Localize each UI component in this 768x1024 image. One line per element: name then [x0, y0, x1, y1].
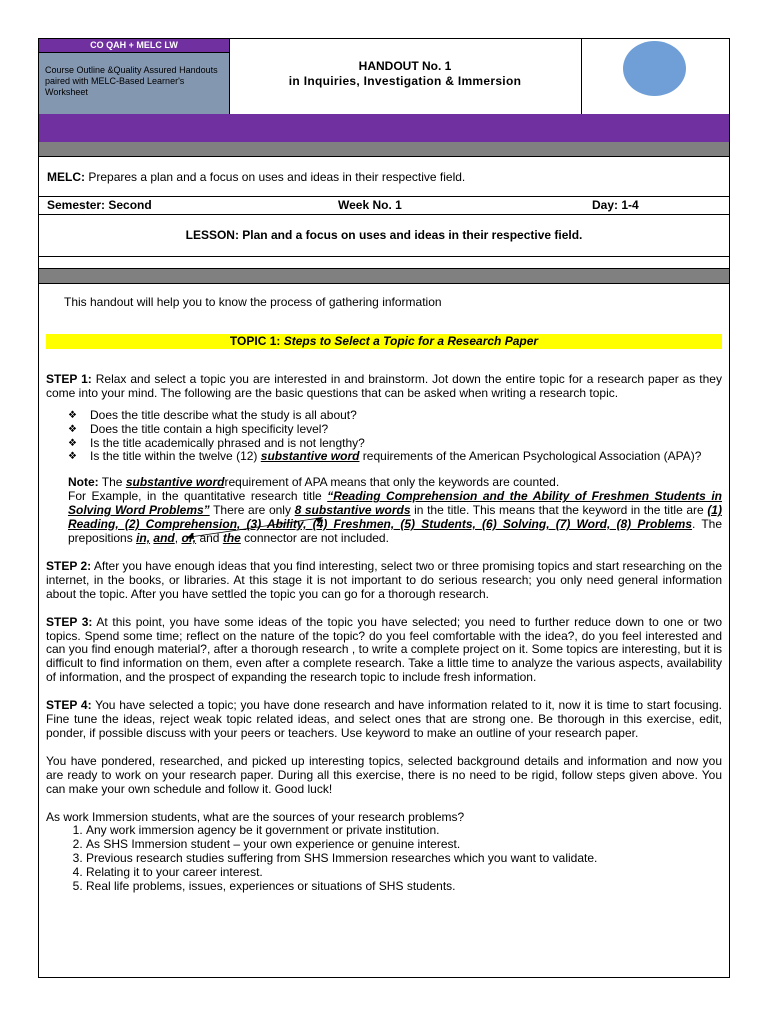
header-left-cell: [39, 39, 230, 114]
note-substantive-word: substantive word: [125, 475, 225, 490]
list-item: ❖ Does the title contain a high specificity level?: [68, 423, 722, 437]
handout-page: [38, 38, 730, 978]
handout-body: [46, 284, 722, 894]
course-tag: CO QAH + MELC LW: [39, 39, 229, 53]
semester-row: [39, 197, 729, 215]
note-text: connector are not included.: [244, 530, 389, 545]
note-text: For Example, in the quantitative research title: [68, 489, 322, 504]
example-title: “Reading Comprehension and the Ability of Freshmen Students in Solving Word Problems”: [68, 489, 722, 518]
handout-subject: in Inquiries, Investigation & Immersion: [288, 74, 522, 88]
gray-band-bottom: [39, 269, 729, 284]
melc-text: Prepares a plan and a focus on uses and ideas in their respective field.: [88, 170, 466, 184]
list-item: ❖ Does the title describe what the study is all about?: [68, 409, 722, 423]
spacer-row: [39, 256, 729, 269]
sources-question: As work Immersion students, what are the sources of your research problems?: [46, 809, 465, 824]
list-item: 5. Real life problems, issues, experiences or situations of SHS students.: [86, 880, 722, 894]
note-text: requirement of APA means that only the keywords are counted.: [224, 475, 560, 490]
note-paragraph: Note: The substantive wordrequirement of APA means that only the keywords are counted. For Example, in the quantitative research title “Reading Comprehension and the Ability of Freshmen Students in Solving Word Problems” There are only 8 substantive words in the title. This means that the keyword in the title are (1) Reading, (2) Comprehension, (3) Ability, (4) Freshmen, (5) Students, (6) Solving, (7) Word, (8) Problems. The prepositions in, and, of, and the connector are not included.: [68, 475, 722, 545]
lesson-row: LESSON: Plan and a focus on uses and ideas in their respective field.: [39, 214, 729, 257]
topic-heading: [46, 334, 722, 349]
step1-paragraph: [46, 373, 722, 401]
q4-substantive-word: substantive word: [260, 449, 360, 464]
gray-band-top: [39, 142, 729, 157]
note-text: and: [199, 530, 220, 545]
sources-list: [68, 824, 722, 894]
header-title-cell: [229, 39, 582, 114]
step3-label: STEP 3:: [46, 614, 93, 629]
note-text: There are only: [213, 503, 291, 518]
purple-band: [39, 114, 729, 143]
step2-paragraph: [46, 560, 722, 602]
handout-header: [39, 39, 729, 115]
list-item: 4. Relating it to your career interest.: [86, 866, 722, 880]
list-item: ❖ Is the title academically phrased and is not lengthy?: [68, 437, 722, 451]
step1-label: STEP 1:: [46, 371, 92, 386]
melc-row: [39, 157, 729, 197]
week-text: Week No. 1: [338, 198, 402, 212]
preposition-in: in,: [136, 530, 151, 545]
step2-label: STEP 2:: [46, 558, 92, 573]
course-description: Course Outline &Quality Assured Handouts paired with MELC-Based Learner's Worksheet: [39, 53, 229, 114]
list-item: 1. Any work immersion agency be it government or private institution.: [86, 824, 722, 838]
step4-label: STEP 4:: [46, 698, 92, 713]
intro-text: This handout will help you to know the process of gathering information: [64, 295, 442, 309]
step2-text: After you have enough ideas that you find interesting, select two or three promising topics and start researching on the internet, in the books, or libraries. At this stage it is not important to do serious research; you only need general information about the topic. After you have settled the topic you can go for a thorough research.: [46, 558, 722, 601]
preposition-and: and: [153, 530, 175, 545]
note-text: in the title. This means that the keyword in the title are: [414, 503, 704, 518]
note-text: The: [101, 475, 123, 490]
step4-text: You have selected a topic; you have done research and have information related to it, now it is time to start focusing. Fine tune the ideas, reject weak topic related ideas, and select ones that are strong one. Be thorough in this exercise, edit, ponder, if possible discuss with your peers or teachers. Use keyword to make an outline of your research paper.: [46, 698, 722, 740]
connector-the: the: [222, 530, 241, 545]
closing-paragraph: You have pondered, researched, and picked up interesting topics, selected background details and information and now you are ready to work on your research paper. During all this exercise, there is no need to be rigid, follow steps given above. You can make your own schedule and follow it. Good luck!: [46, 753, 722, 796]
day-text: Day: 1-4: [592, 198, 639, 212]
keyword-list: (1) Reading, (2) Comprehension, (3) Ability, (4) Freshmen, (5) Students, (6) Solving, (7) Word, (8) Problems: [68, 503, 722, 532]
list-item: 2. As SHS Immersion student – your own experience or genuine interest.: [86, 838, 722, 852]
handout-number: HANDOUT No. 1: [358, 59, 452, 73]
list-item: 3. Previous research studies suffering from SHS Immersion researches which you want to validate.: [86, 852, 722, 866]
step3-paragraph: [46, 616, 722, 686]
title-questions-list: [68, 409, 722, 465]
q4-part-a: Is the title within the twelve (12): [90, 449, 258, 464]
preposition-of: of,: [181, 530, 197, 545]
melc-label: MELC:: [47, 170, 85, 184]
q4-part-c: requirements of the American Psychological Association (APA)?: [362, 449, 702, 464]
semester-text: Semester: Second: [47, 198, 152, 212]
step4-paragraph: [46, 699, 722, 741]
note-label: Note:: [68, 475, 99, 490]
step1-text: Relax and select a topic you are interested in and brainstorm. Jot down the entire topic for a research paper as they come into your mind. The following are the basic questions that can be asked when writing a research topic.: [46, 371, 722, 400]
list-item: [68, 450, 722, 464]
topic-title: Steps to Select a Topic for a Research Paper: [283, 333, 539, 348]
note-text: . The prepositions: [68, 517, 722, 545]
topic-label: TOPIC 1:: [229, 333, 281, 348]
substantive-count: 8 substantive words: [294, 503, 411, 518]
logo-circle: [623, 41, 686, 96]
step3-text: At this point, you have some ideas of the topic you have selected; you need to further reduce down to one or two topics. Spend some time; reflect on the nature of the topic? do you feel comfortable with the idea?, do you feel interested and can you find enough material?, after a thorough research , to write a complete project on it. Some topics are interesting, but it is difficult to find information on them, even after a complete research. Take a little time to analyze the various aspects, availability of information, and the prospect of expanding the research topic to include fresh information.: [46, 614, 723, 685]
